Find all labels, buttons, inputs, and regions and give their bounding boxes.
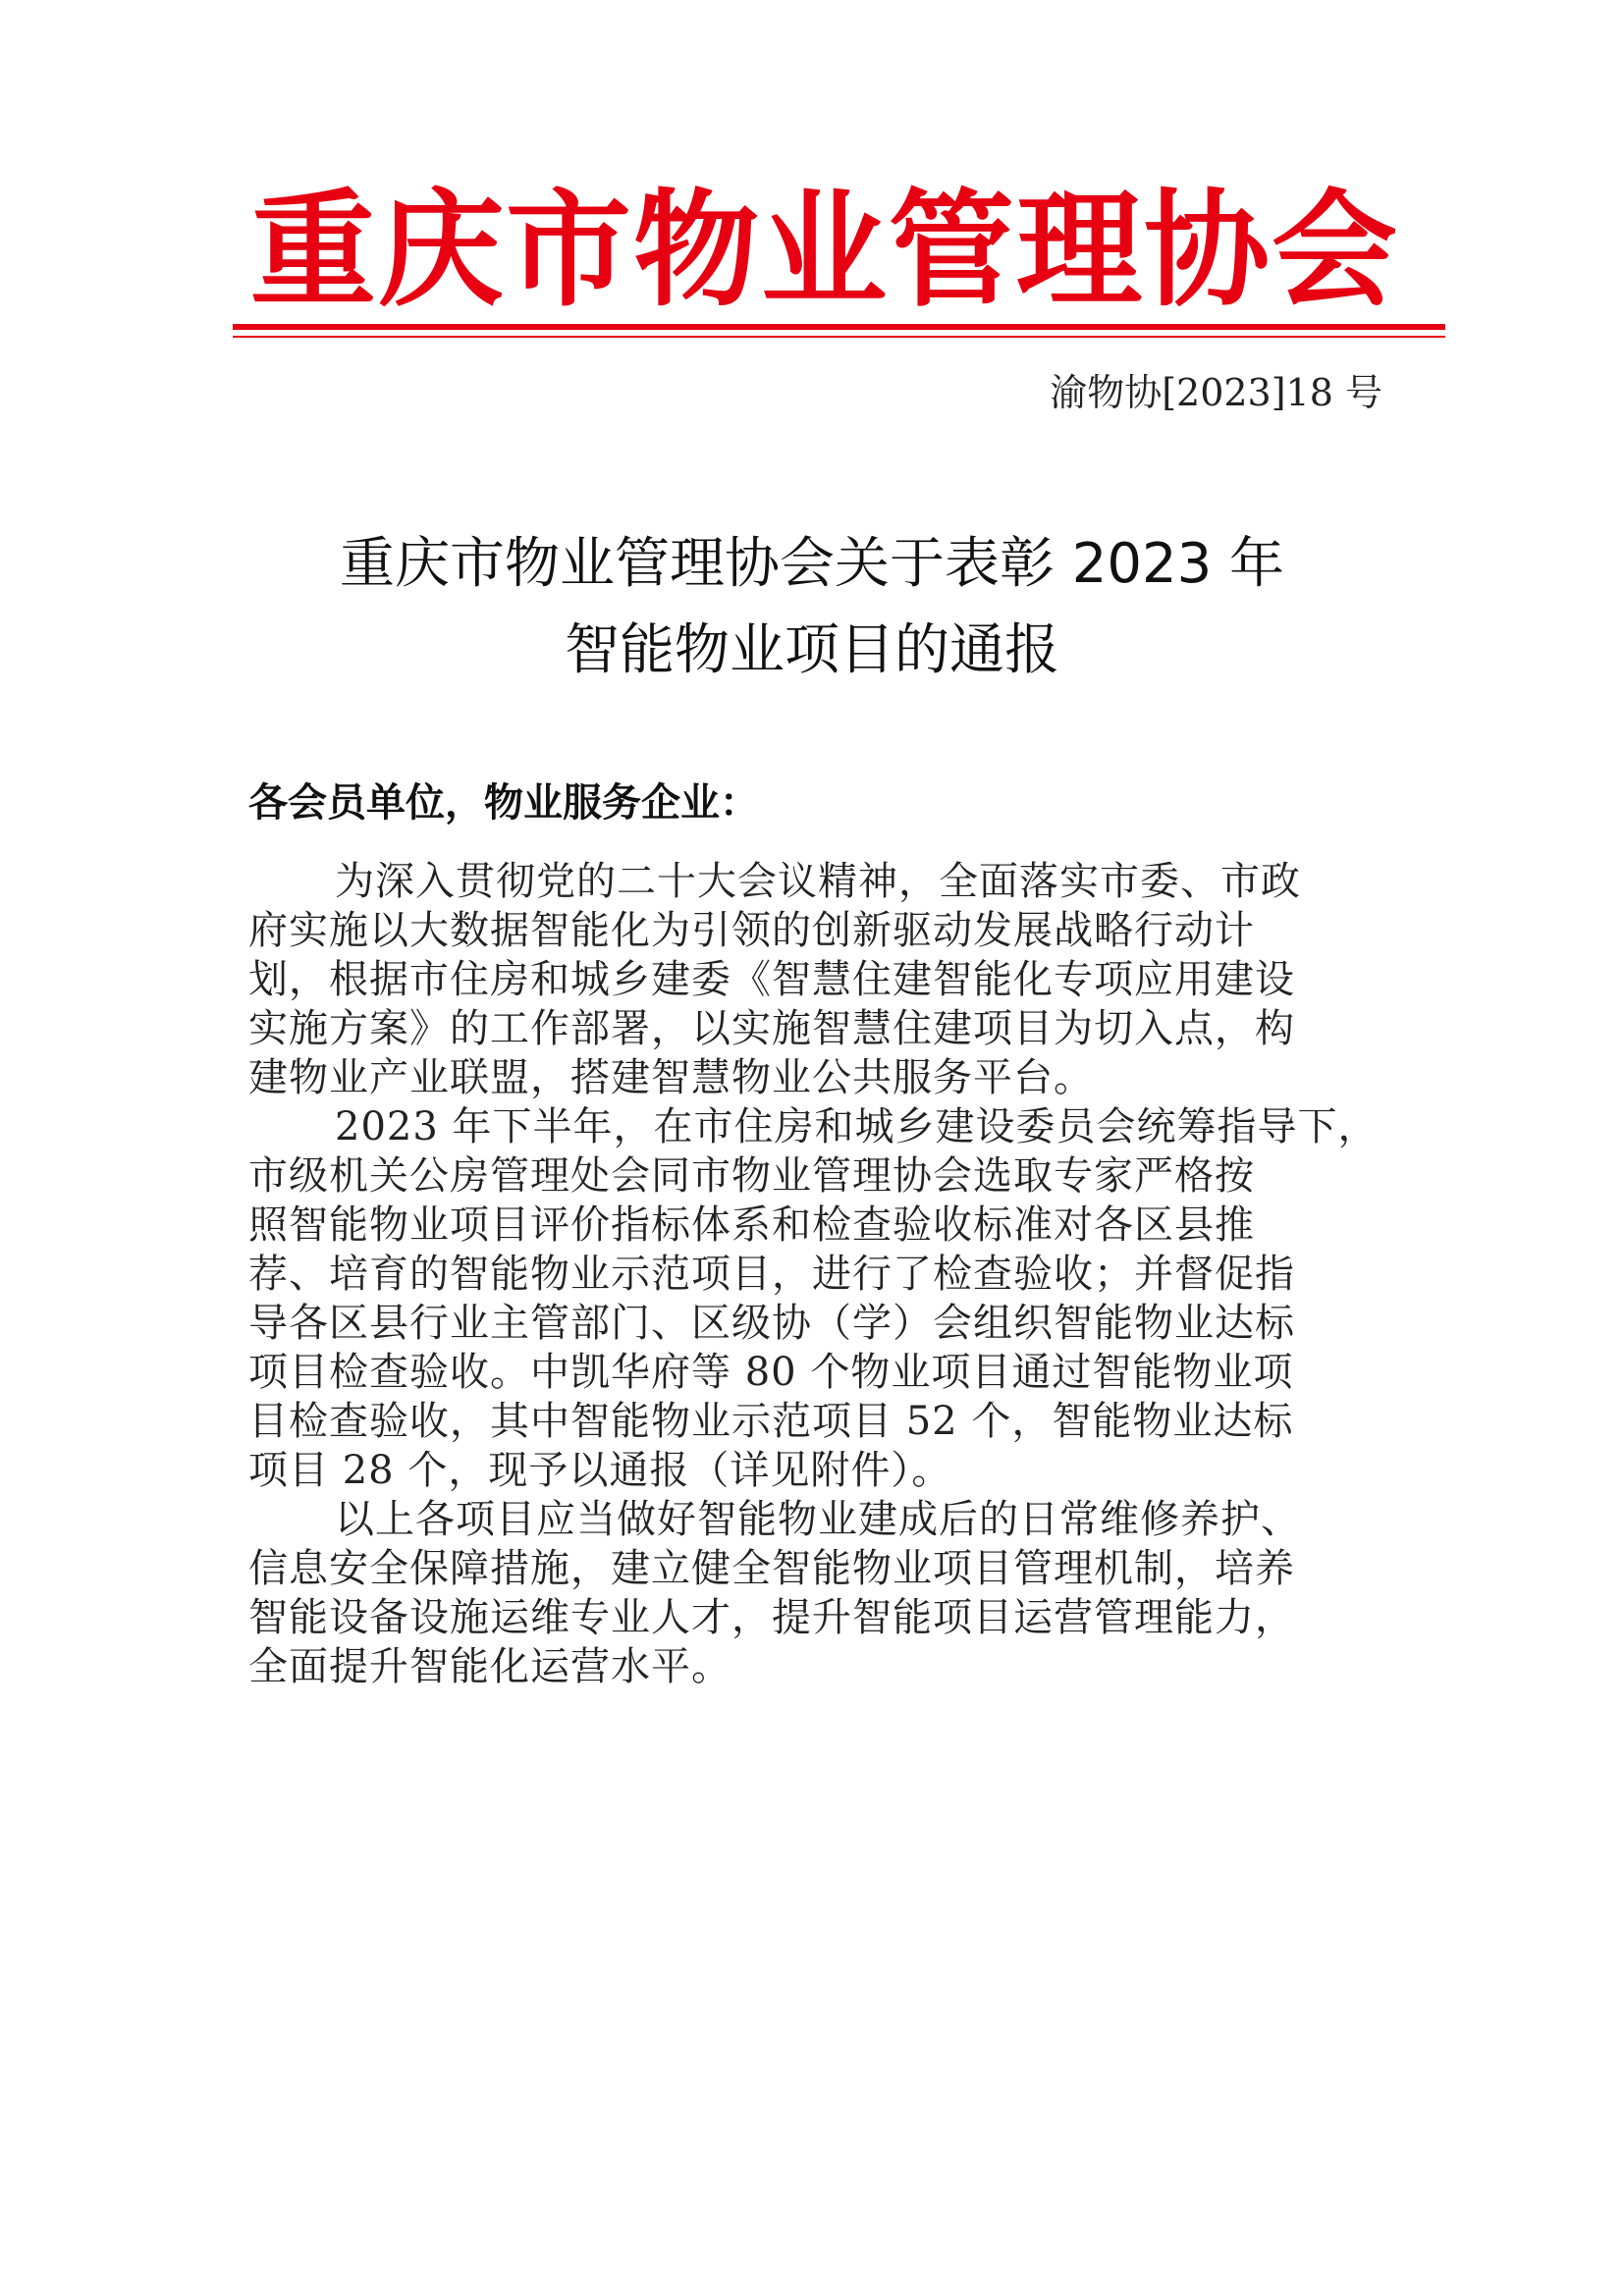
salutation: 各会员单位，物业服务企业：	[248, 780, 759, 826]
body-line: 信息安全保障措施，建立健全智能物业项目管理机制，培养	[248, 1546, 1295, 1591]
body-line: 以上各项目应当做好智能物业建成后的日常维修养护、	[335, 1497, 1301, 1542]
document-title-line-2: 智能物业项目的通报	[565, 618, 1059, 682]
body-line: 照智能物业项目评价指标体系和检查验收标准对各区县推	[248, 1202, 1255, 1248]
body-line: 荐、培育的智能物业示范项目，进行了检查验收；并督促指	[248, 1252, 1295, 1297]
header-rule-thick	[233, 324, 1445, 330]
document-number: 渝物协[2023]18 号	[1050, 371, 1382, 414]
body-line: 目检查验收，其中智能物业示范项目 52 个，智能物业达标	[248, 1399, 1294, 1444]
body-line: 2023 年下半年，在市住房和城乡建设委员会统筹指导下，	[335, 1104, 1379, 1149]
body-line: 项目 28 个，现予以通报（详见附件）。	[248, 1448, 952, 1493]
body-line: 全面提升智能化运营水平。	[248, 1644, 731, 1689]
header-rule-thin	[233, 336, 1445, 338]
body-line: 智能设备设施运维专业人才，提升智能项目运营管理能力，	[248, 1595, 1295, 1640]
document-title-line-1: 重庆市物业管理协会关于表彰 2023 年	[339, 532, 1285, 596]
body-line: 划，根据市住房和城乡建委《智慧住建智能化专项应用建设	[248, 957, 1295, 1002]
body-line: 导各区县行业主管部门、区级协（学）会组织智能物业达标	[248, 1301, 1295, 1346]
body-line: 为深入贯彻党的二十大会议精神，全面落实市委、市政	[335, 859, 1301, 904]
body-line: 府实施以大数据智能化为引领的创新驱动发展战略行动计	[248, 908, 1255, 953]
body-line: 实施方案》的工作部署，以实施智慧住建项目为切入点，构	[248, 1006, 1295, 1051]
body-line: 市级机关公房管理处会同市物业管理协会选取专家严格按	[248, 1153, 1255, 1199]
body-line: 项目检查验收。中凯华府等 80 个物业项目通过智能物业项	[248, 1350, 1294, 1395]
body-line: 建物业产业联盟，搭建智慧物业公共服务平台。	[248, 1055, 1094, 1100]
org-name-header: 重庆市物业管理协会	[250, 177, 1400, 324]
